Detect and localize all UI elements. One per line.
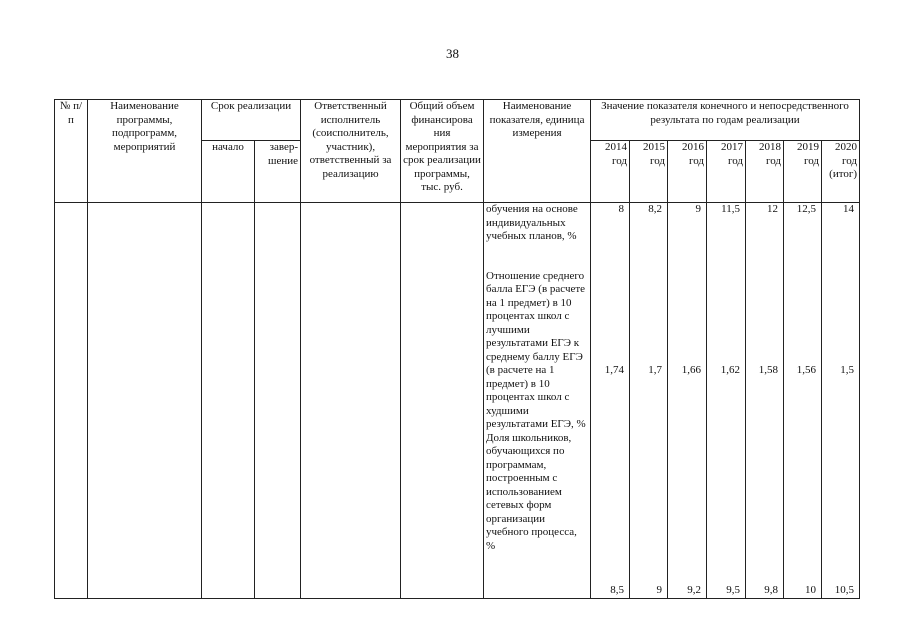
col-header-year-2017: 2017 год (707, 141, 746, 203)
indicator-value: 12,5 (796, 203, 817, 215)
indicator-value: 9,2 (687, 584, 702, 596)
indicator-value: 9 (656, 584, 663, 596)
indicator-value: 8,2 (648, 203, 663, 215)
indicator-value: 9,5 (726, 584, 741, 596)
cell-num (55, 203, 88, 599)
indicator-value: 1,62 (720, 364, 741, 376)
indicator-value: 1,74 (604, 364, 625, 376)
indicator-value: 1,5 (840, 364, 855, 376)
cell-values-2014 (591, 203, 630, 599)
indicator-text: Отношение среднего балла ЕГЭ (в расчете на 1 предмет) в 10 процентах школ с лучшими результатами ЕГЭ к среднему баллу ЕГЭ (в расчете на 1 предмет) в 10 процентах школ с худшими результатами ЕГЭ, % (486, 269, 586, 430)
cell-values-2016 (668, 203, 707, 599)
cell-values-2017 (707, 203, 746, 599)
col-header-period: Срок реализации (202, 100, 301, 141)
col-header-year-2018: 2018 год (746, 141, 784, 203)
indicator-value: 1,58 (758, 364, 779, 376)
header-row-1 (55, 100, 860, 141)
col-header-indicator: Наименование показателя, единица измерения (484, 100, 591, 203)
cell-program-name (88, 203, 202, 599)
col-header-num: № п/п (55, 100, 88, 203)
cell-indicators (484, 203, 591, 599)
indicator-value: 9 (695, 203, 702, 215)
indicator-text: Доля школьников, обучающихся по программам, построенным с использованием сетевых форм организации учебного процесса, % (486, 431, 577, 552)
page-number: 38 (446, 46, 459, 61)
col-header-values-group: Значение показателя конечного и непосредственного результата по годам реализации (591, 100, 860, 141)
col-header-year-2015: 2015 год (630, 141, 668, 203)
indicator-value: 1,56 (796, 364, 817, 376)
cell-values-2018 (746, 203, 784, 599)
indicator-value: 14 (843, 203, 855, 215)
col-header-period-end: завер-шение (255, 141, 301, 203)
cell-values-2015 (630, 203, 668, 599)
cell-values-2020 (822, 203, 860, 599)
indicator-value: 1,7 (648, 364, 663, 376)
indicator-value: 1,66 (681, 364, 702, 376)
indicator-value: 8 (618, 203, 625, 215)
cell-values-2019 (784, 203, 822, 599)
cell-executor (301, 203, 401, 599)
col-header-year-2020: 2020 год (итог) (822, 141, 860, 203)
cell-funding (401, 203, 484, 599)
table-row (55, 203, 860, 599)
indicator-value: 10,5 (834, 584, 855, 596)
cell-period-start (202, 203, 255, 599)
col-header-funding: Общий объем финансирова ния мероприятия за срок реализации программы, тыс. руб. (401, 100, 484, 203)
col-header-year-2019: 2019 год (784, 141, 822, 203)
col-header-year-2016: 2016 год (668, 141, 707, 203)
indicator-text: обучения на основе индивидуальных учебных планов, % (486, 203, 578, 242)
indicator-value: 8,5 (610, 584, 625, 596)
col-header-executor: Ответственный исполнитель (соисполнитель, участник), ответственный за реализацию (301, 100, 401, 203)
col-header-year-2014: 2014 год (591, 141, 630, 203)
col-header-period-start: начало (202, 141, 255, 203)
indicator-value: 9,8 (764, 584, 779, 596)
col-header-program-name: Наименование программы, подпрограмм, мероприятий (88, 100, 202, 203)
cell-period-end (255, 203, 301, 599)
indicator-value: 11,5 (721, 203, 741, 215)
indicator-value: 10 (805, 584, 817, 596)
indicator-value: 12 (767, 203, 779, 215)
program-indicators-table (54, 99, 860, 599)
